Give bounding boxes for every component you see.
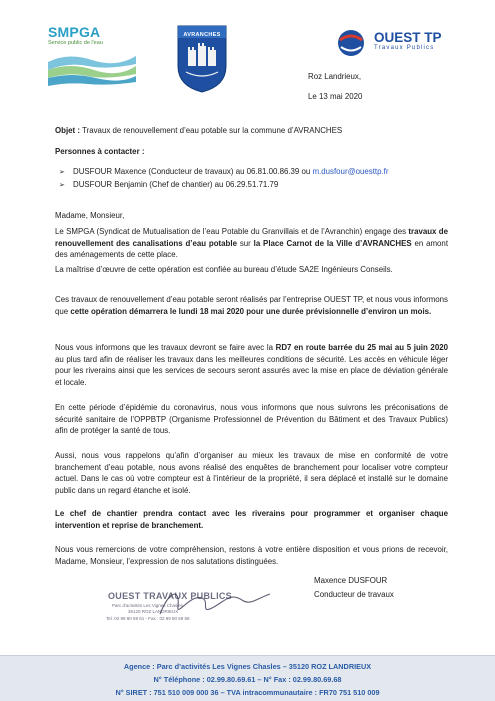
arrow-bullet-icon: ➢ (59, 182, 65, 189)
text-run-bold: la Place Carnot de la Ville d’AVRANCHES (253, 238, 412, 248)
letter-place: Roz Landrieux, (308, 72, 362, 81)
contact-text: DUSFOUR Maxence (Conducteur de travaux) au 06.81.00.86.39 ou (73, 167, 313, 176)
contact-text: DUSFOUR Benjamin (Chef de chantier) au 06.29.51.71.79 (73, 180, 279, 189)
subject-label: Objet : (55, 126, 80, 135)
stamp-line: Parc d'activités Les Vignes Chasles (112, 603, 184, 608)
footer-siret-tva: N° SIRET : 751 510 009 000 36 – TVA intracommunautaire : FR70 751 510 009 (115, 688, 380, 697)
ouest-tp-logo (334, 28, 474, 58)
paragraph-meter: Aussi, nous vous rappelons qu’afin d’organiser au mieux les travaux de mise en conformité de votre branchement d’eau potable, nous avons réalisé des enquêtes de branchement pour localiser votre compteur actuel. Dans le cas où votre compteur est à l’intérieur de la propriété, il sera déplacé et installé sur le domaine public dans un regard étanche et isolé. (55, 451, 448, 495)
paragraph-moe: La maîtrise d’œuvre de cette opération est confiée au bureau d’étude SA2E Ingénieurs Conseils. (55, 265, 393, 274)
stamp-line: 35120 ROZ LANDRIEUX (128, 609, 179, 614)
contact-item (59, 179, 279, 191)
paragraph-site-manager: Le chef de chantier prendra contact avec les riverains pour programmer et organiser chaque intervention et reprise de branchement. (55, 509, 448, 530)
subject-line (55, 125, 342, 136)
contact-email-link[interactable]: m.dusfour@ouesttp.fr (312, 167, 389, 176)
handwritten-signature-icon (150, 584, 280, 624)
crest-label: AVRANCHES (183, 32, 221, 38)
subject-text: Travaux de renouvellement d’eau potable sur la commune d’AVRANCHES (82, 126, 343, 135)
text-run: au plus tard afin de réaliser les travaux dans les meilleures conditions de sécurité. Les accès en véhicule léger pour les riverains ainsi que les services de secours seront assurés avec la mise en place de déviation générale et locale. (55, 354, 448, 387)
paragraph-closing: Nous vous remercions de votre compréhension, restons à votre entière disposition et vous prions de recevoir, Madame, Monsieur, l’expression de nos salutations distinguées. (55, 545, 448, 566)
text-run-bold: travaux de renouvellement des canalisations d’eau potable (55, 227, 448, 248)
paragraph-intro (55, 226, 448, 261)
paragraph-road-closure (55, 342, 448, 388)
ouest-tp-emblem-icon (334, 28, 368, 58)
salutation: Madame, Monsieur, (55, 211, 125, 220)
text-run: sur (236, 238, 254, 248)
text-run: Nous vous informons que les travaux devront se faire avec la (55, 343, 276, 352)
text-run: en amont des aménagements de cette place. (55, 238, 449, 260)
signer-role: Conducteur de travaux (314, 590, 394, 599)
ouest-tp-name: OUEST TP (374, 30, 442, 45)
footer-address: Agence : Parc d’activités Les Vignes Chasles – 35120 ROZ LANDRIEUX (123, 662, 372, 671)
smpga-waves-icon (48, 48, 136, 88)
smpga-name: SMPGA (48, 24, 101, 40)
text-run-bold: RD7 en route barrée du 25 mai au 5 juin 2020 (275, 343, 448, 352)
footer-band (0, 655, 495, 701)
contacts-title: Personnes à contacter : (55, 147, 145, 156)
stamp-title: OUEST TRAVAUX PUBLICS (108, 591, 232, 601)
text-run: Ces travaux de renouvellement d’eau potable seront réalisés par l’entreprise OUEST TP, et nous vous informons que (55, 295, 448, 316)
paragraph-schedule (55, 294, 448, 317)
smpga-tagline: Service public de l'eau (48, 40, 103, 46)
footer-phone-fax: N° Téléphone : 02.99.80.69.61 – N° Fax : 02.99.80.69.68 (153, 675, 342, 684)
ouest-tp-tagline: Travaux Publics (374, 45, 435, 51)
signer-name: Maxence DUSFOUR (314, 576, 388, 585)
avranches-crest-icon (176, 24, 228, 94)
text-run-bold: cette opération démarrera le lundi 18 mai 2020 pour une durée prévisionnelle d’environ un mois. (70, 306, 432, 316)
arrow-bullet-icon: ➢ (59, 169, 65, 176)
smpga-logo (48, 24, 138, 86)
stamp-line: Tel. 02 99 80 69 61 - Fax : 02 99 80 69 68 (106, 616, 190, 621)
text-run: Le SMPGA (Syndicat de Mutualisation de l’eau Potable du Granvillais et de l’Avranchin) engage des (55, 227, 409, 236)
contact-item (59, 166, 389, 178)
letter-date: Le 13 mai 2020 (308, 92, 363, 101)
paragraph-covid: En cette période d’épidémie du coronavirus, nous vous informons que nous suivrons les préconisations de sécurité sanitaire de l’OPPBTP (Organisme Professionnel de Prévention du Bâtiment et des Travaux Publics) afin de protéger la santé de tous. (55, 403, 448, 436)
